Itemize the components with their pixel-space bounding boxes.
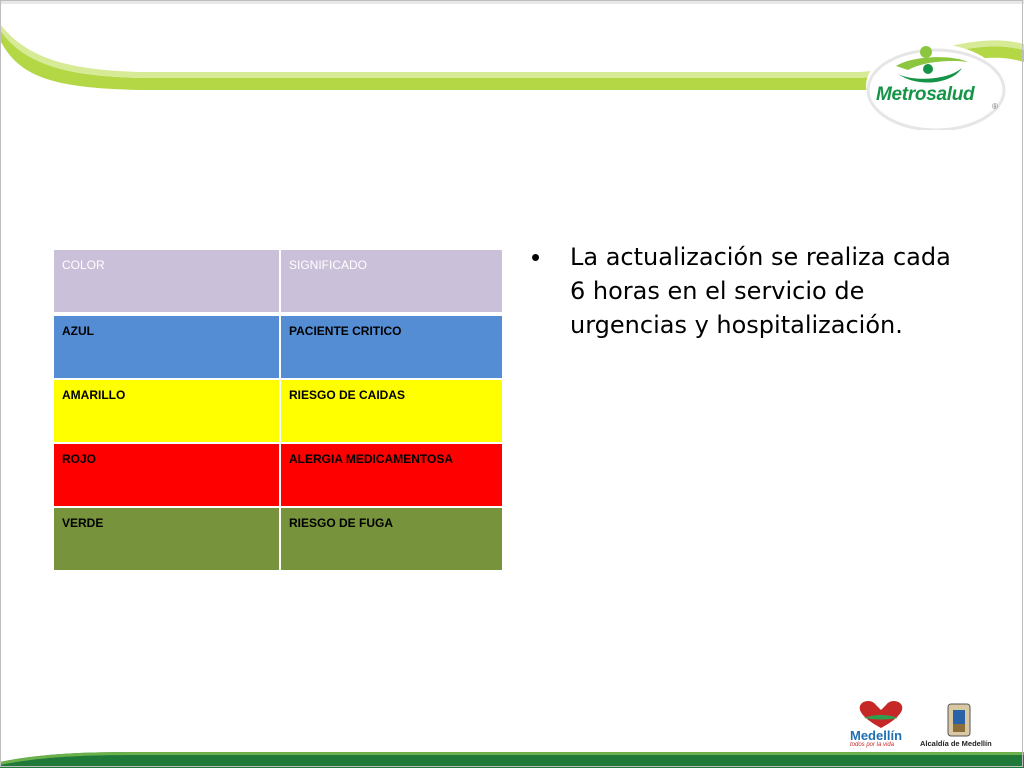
table-row	[53, 507, 503, 571]
bottom-band-decoration	[0, 748, 1024, 768]
alcaldia-logo	[920, 702, 1000, 750]
cell-meaning: RIESGO DE CAIDAS	[280, 379, 503, 443]
logo-registered-mark: ®	[992, 102, 998, 111]
cell-meaning: PACIENTE CRITICO	[280, 314, 503, 379]
bullet-item: La actualización se realiza cada 6 horas en el servicio de urgencias y hospitalización.	[570, 243, 951, 339]
table-header-row	[53, 249, 503, 314]
cell-color-name: ROJO	[53, 443, 280, 507]
coat-of-arms-icon	[920, 702, 1000, 738]
heart-icon	[846, 698, 916, 730]
metrosalud-logo	[856, 38, 1006, 130]
medellin-name: Medellín	[850, 728, 903, 743]
medellin-logo	[846, 698, 916, 750]
medellin-tagline: todos por la vida	[850, 742, 895, 748]
cell-meaning: RIESGO DE FUGA	[280, 507, 503, 571]
cell-color-name: AZUL	[53, 314, 280, 379]
table-row	[53, 314, 503, 379]
logo-brand-text: Metrosalud	[876, 84, 975, 105]
header-meaning: SIGNIFICADO	[280, 249, 503, 314]
cell-meaning: ALERGIA MEDICAMENTOSA	[280, 443, 503, 507]
color-meaning-table	[52, 248, 504, 572]
bullet-marker: •	[531, 242, 541, 272]
header-color: COLOR	[53, 249, 280, 314]
cell-color-name: VERDE	[53, 507, 280, 571]
alcaldia-name: Alcaldía de Medellín	[920, 739, 992, 748]
table-row	[53, 379, 503, 443]
cell-color-name: AMARILLO	[53, 379, 280, 443]
table-row	[53, 443, 503, 507]
